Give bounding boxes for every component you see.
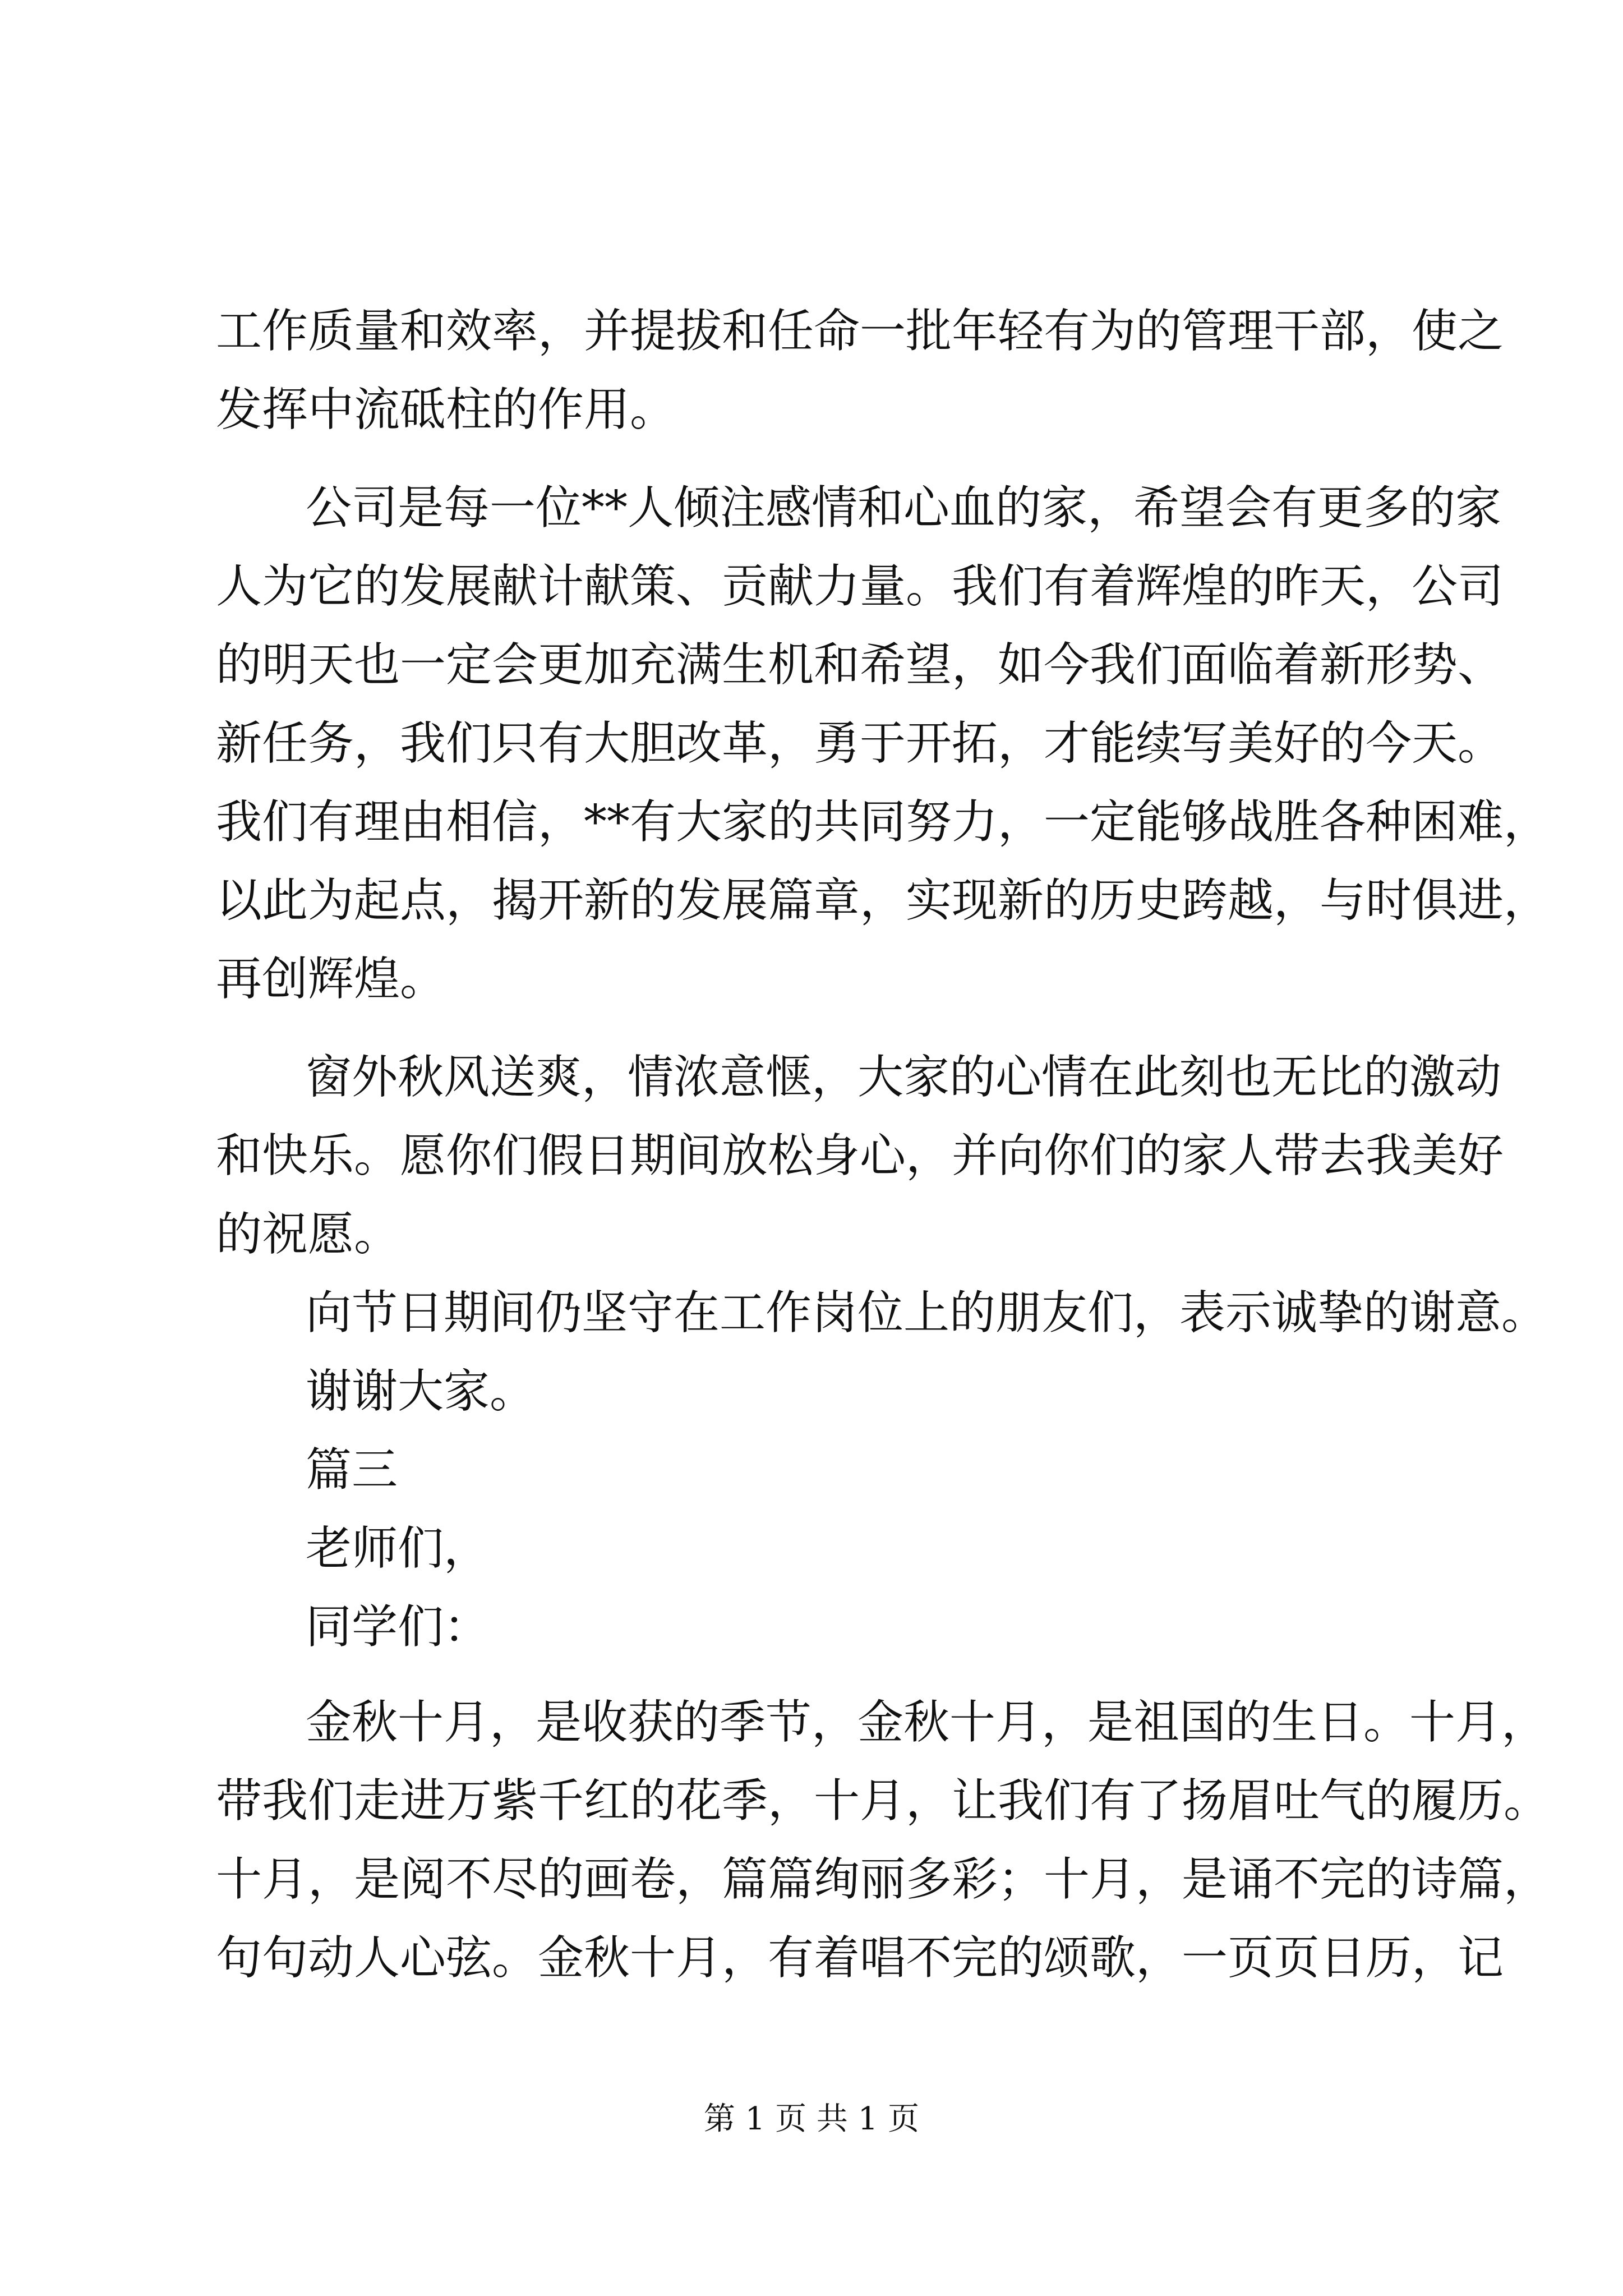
text-line: 的祝愿。 (216, 1208, 400, 1261)
closing-line: 谢谢大家。 (306, 1365, 536, 1418)
text-line: 发挥中流砥柱的作用。 (216, 383, 676, 436)
text-line: 句句动人心弦。金秋十月，有着唱不完的颂歌，一页页日历，记 (216, 1931, 1504, 1985)
text-line: 人为它的发展献计献策、贡献力量。我们有着辉煌的昨天，公司 (216, 560, 1504, 613)
text-line: 和快乐。愿你们假日期间放松身心，并向你们的家人带去我美好 (216, 1129, 1504, 1182)
text-line: 工作质量和效率，并提拔和任命一批年轻有为的管理干部，使之 (216, 305, 1504, 358)
section-heading: 篇三 (306, 1443, 398, 1497)
paragraph-start-line: 金秋十月，是收获的季节，金秋十月，是祖国的生日。十月， (306, 1696, 1548, 1749)
text-line: 带我们走进万紫千红的花季，十月，让我们有了扬眉吐气的履历。 (216, 1774, 1550, 1828)
text-line: 新任务，我们只有大胆改革，勇于开拓，才能续写美好的今天。 (216, 717, 1504, 770)
text-line: 的明天也一定会更加充满生机和希望，如今我们面临着新形势、 (216, 638, 1504, 692)
text-line: 再创辉煌。 (216, 953, 446, 1006)
paragraph-start-line: 向节日期间仍坚守在工作岗位上的朋友们，表示诚挚的谢意。 (306, 1286, 1548, 1340)
salutation-line: 老师们， (306, 1522, 490, 1575)
page-footer: 第 1 页 共 1 页 (703, 2101, 920, 2137)
paragraph-start-line: 窗外秋风送爽，情浓意惬，大家的心情在此刻也无比的激动 (306, 1051, 1502, 1104)
salutation-line: 同学们： (306, 1600, 490, 1654)
text-line: 十月，是阅不尽的画卷，篇篇绚丽多彩；十月，是诵不完的诗篇， (216, 1853, 1550, 1906)
text-line: 我们有理由相信，**有大家的共同努力，一定能够战胜各种困难， (216, 795, 1550, 849)
paragraph-start-line: 公司是每一位**人倾注感情和心血的家，希望会有更多的家 (306, 481, 1502, 535)
text-line: 以此为起点，揭开新的发展篇章，实现新的历史跨越，与时俱进， (216, 874, 1550, 927)
